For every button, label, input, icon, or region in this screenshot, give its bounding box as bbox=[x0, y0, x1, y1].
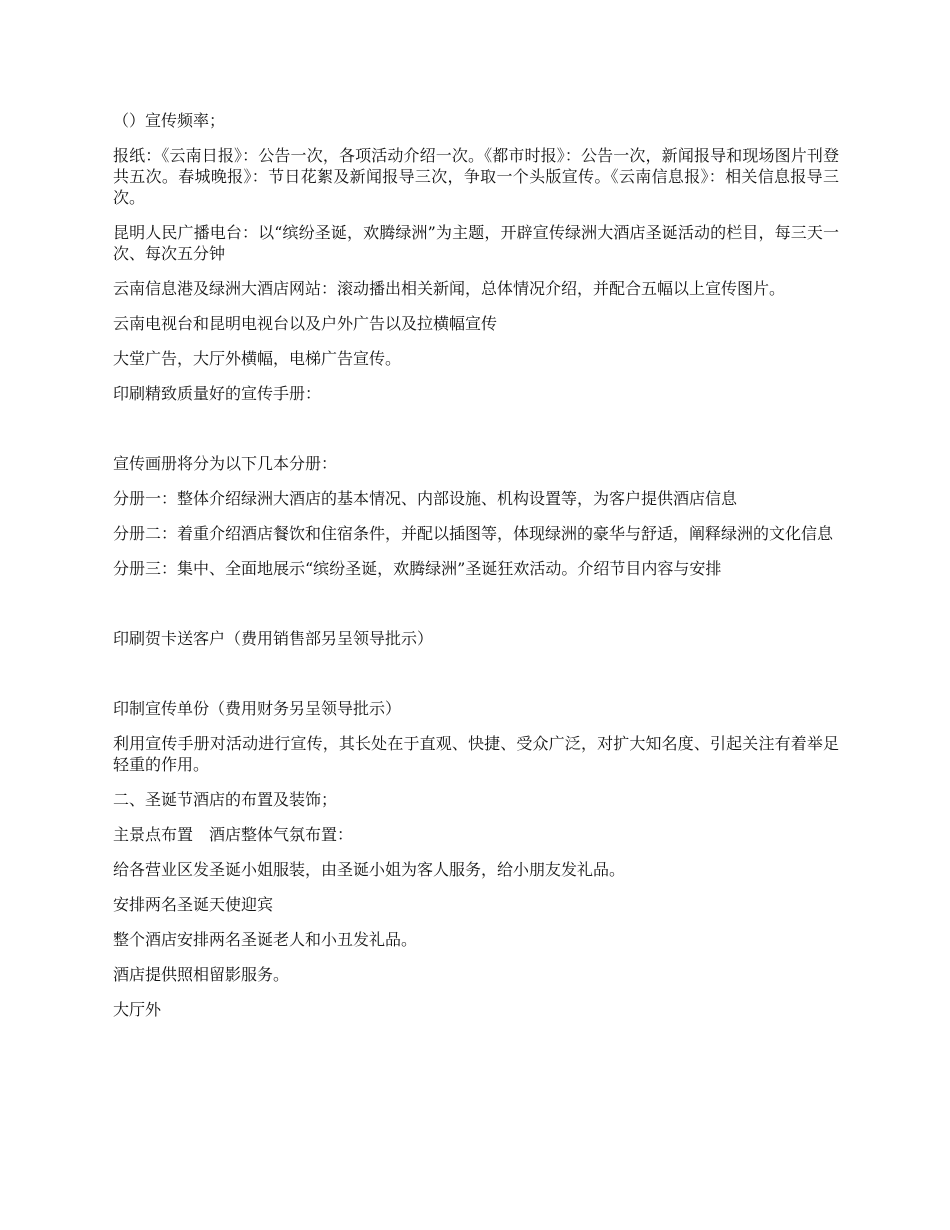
paragraph-santa-clowns: 整个酒店安排两名圣诞老人和小丑发礼品。 bbox=[113, 930, 418, 949]
paragraph-outside-hall: 大厅外 bbox=[113, 1000, 162, 1019]
paragraph-photo-service: 酒店提供照相留影服务。 bbox=[113, 965, 290, 984]
section-heading-decoration: 二、圣诞节酒店的布置及装饰； bbox=[113, 790, 338, 809]
paragraph-main-scene: 主景点布置 酒店整体气氛布置： bbox=[113, 825, 354, 844]
paragraph-brochure-benefits: 利用宣传手册对活动进行宣传，其长处在于直观、快捷、受众广泛，对扩大知名度、引起关注有着举足轻重的作用。 bbox=[113, 734, 839, 774]
blank-gap bbox=[113, 418, 839, 453]
paragraph-radio: 昆明人民广播电台：以“缤纷圣诞，欢腾绿洲”为主题，开辟宣传绿洲大酒店圣诞活动的栏目，每三天一次、每次五分钟 bbox=[113, 223, 839, 263]
paragraph-christmas-costumes: 给各营业区发圣诞小姐服装，由圣诞小姐为客人服务，给小朋友发礼品。 bbox=[113, 860, 626, 879]
document-page bbox=[113, 110, 839, 1034]
paragraph-volume-one: 分册一：整体介绍绿洲大酒店的基本情况、内部设施、机构设置等，为客户提供酒店信息 bbox=[113, 489, 738, 508]
paragraph-angels: 安排两名圣诞天使迎宾 bbox=[113, 895, 274, 914]
paragraph-lobby-ads: 大堂广告，大厅外横幅，电梯广告宣传。 bbox=[113, 349, 402, 368]
paragraph-greeting-cards: 印刷贺卡送客户（费用销售部另呈领导批示） bbox=[113, 629, 434, 648]
paragraph-brochure: 印刷精致质量好的宣传手册： bbox=[113, 384, 322, 403]
paragraph-flyers: 印制宣传单份（费用财务另呈领导批示） bbox=[113, 699, 402, 718]
paragraph-volume-three: 分册三：集中、全面地展示“缤纷圣诞，欢腾绿洲”圣诞狂欢活动。介绍节目内容与安排 bbox=[113, 559, 722, 578]
blank-gap bbox=[113, 663, 839, 698]
paragraph-publicity-frequency: （）宣传频率； bbox=[113, 111, 226, 130]
paragraph-brochure-volumes: 宣传画册将分为以下几本分册： bbox=[113, 454, 338, 473]
blank-gap bbox=[113, 593, 839, 628]
paragraph-volume-two: 分册二：着重介绍酒店餐饮和住宿条件，并配以插图等，体现绿洲的豪华与舒适，阐释绿洲的文化信息 bbox=[113, 524, 834, 543]
paragraph-tv-outdoor: 云南电视台和昆明电视台以及户外广告以及拉横幅宣传 bbox=[113, 314, 498, 333]
paragraph-newspapers: 报纸：《云南日报》：公告一次，各项活动介绍一次。《都市时报》：公告一次，新闻报导和现场图片刊登共五次。春城晚报》：节日花絮及新闻报导三次，争取一个头版宣传。《云南信息报》：相关信息报导三次。 bbox=[113, 146, 839, 207]
paragraph-websites: 云南信息港及绿洲大酒店网站：滚动播出相关新闻，总体情况介绍，并配合五幅以上宣传图片。 bbox=[113, 279, 786, 298]
